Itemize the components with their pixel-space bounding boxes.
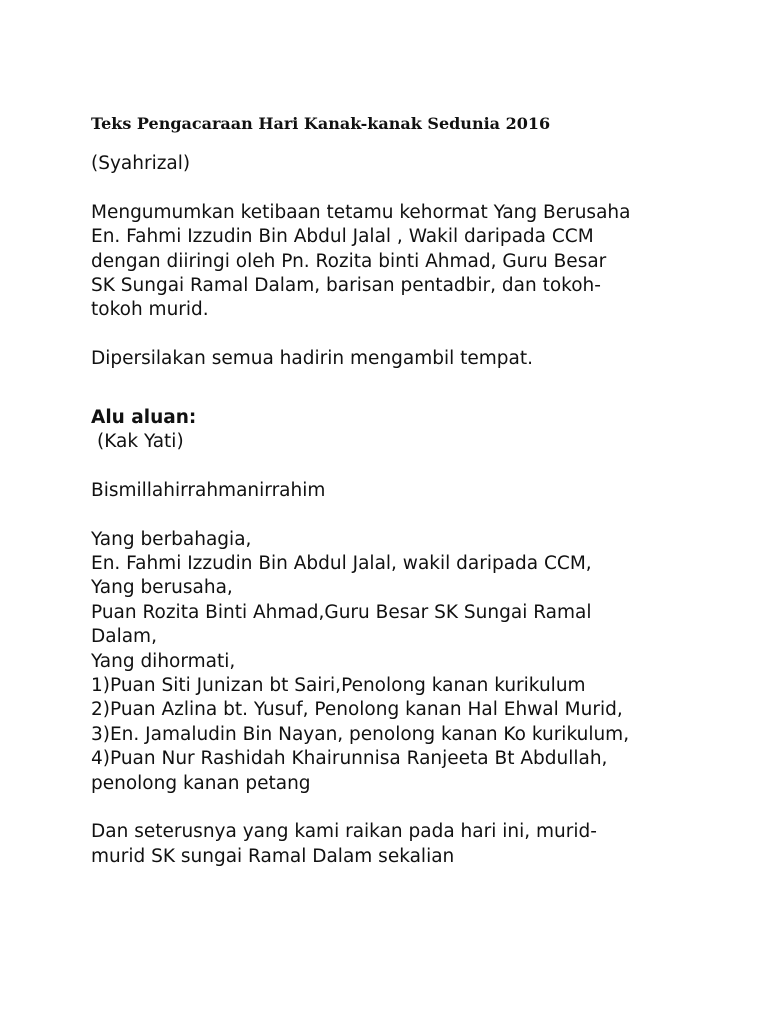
paragraph-gap <box>91 176 691 200</box>
announcement-line: SK Sungai Ramal Dalam, barisan pentadbir, dan tokoh- <box>91 275 601 297</box>
greeting-line: 3)En. Jamaludin Bin Nayan, penolong kanan Ko kurikulum, <box>91 723 630 745</box>
closing-line: murid SK sungai Ramal Dalam sekalian <box>91 845 455 867</box>
greeting-line: penolong kanan petang <box>91 772 311 794</box>
greeting-paragraph <box>91 528 691 796</box>
paragraph-gap <box>91 454 691 478</box>
greeting-line: Puan Rozita Binti Ahmad,Guru Besar SK Sungai Ramal <box>91 601 592 623</box>
greeting-line: 2)Puan Azlina bt. Yusuf, Penolong kanan Hal Ehwal Murid, <box>91 699 623 721</box>
opening-text: Bismillahirrahmanirrahim <box>91 479 326 501</box>
announcement-line: tokoh murid. <box>91 299 209 321</box>
paragraph-gap <box>91 323 691 347</box>
greeting-line: Yang berusaha, <box>91 577 233 599</box>
closing-line: Dan seterusnya yang kami raikan pada hari ini, murid- <box>91 821 597 843</box>
document-title: Teks Pengacaraan Hari Kanak-kanak Sedunia 2016 <box>91 114 551 133</box>
document-body <box>91 152 691 869</box>
paragraph-gap <box>91 503 691 527</box>
section-heading: Alu aluan: <box>91 406 197 428</box>
announcement-line: dengan diiringi oleh Pn. Rozita binti Ahmad, Guru Besar <box>91 250 607 272</box>
invitation-text: Dipersilakan semua hadirin mengambil tempat. <box>91 348 533 370</box>
greeting-line: Yang dihormati, <box>91 650 236 672</box>
paragraph-gap <box>91 796 691 820</box>
announcement-paragraph <box>91 201 691 323</box>
greeting-line: 4)Puan Nur Rashidah Khairunnisa Ranjeeta Bt Abdullah, <box>91 748 608 770</box>
closing-paragraph <box>91 820 691 869</box>
announcement-line: Mengumumkan ketibaan tetamu kehormat Yang Berusaha <box>91 201 631 223</box>
speaker-label: (Syahrizal) <box>91 153 191 174</box>
greeting-line: En. Fahmi Izzudin Bin Abdul Jalal, wakil daripada CCM, <box>91 553 592 575</box>
greeting-line: Yang berbahagia, <box>91 528 252 550</box>
greeting-line: 1)Puan Siti Junizan bt Sairi,Penolong kanan kurikulum <box>91 675 586 697</box>
speaker-label: (Kak Yati) <box>97 431 184 453</box>
announcement-line: En. Fahmi Izzudin Bin Abdul Jalal , Wakil daripada CCM <box>91 226 594 248</box>
paragraph-gap <box>91 372 691 406</box>
greeting-line: Dalam, <box>91 626 157 648</box>
